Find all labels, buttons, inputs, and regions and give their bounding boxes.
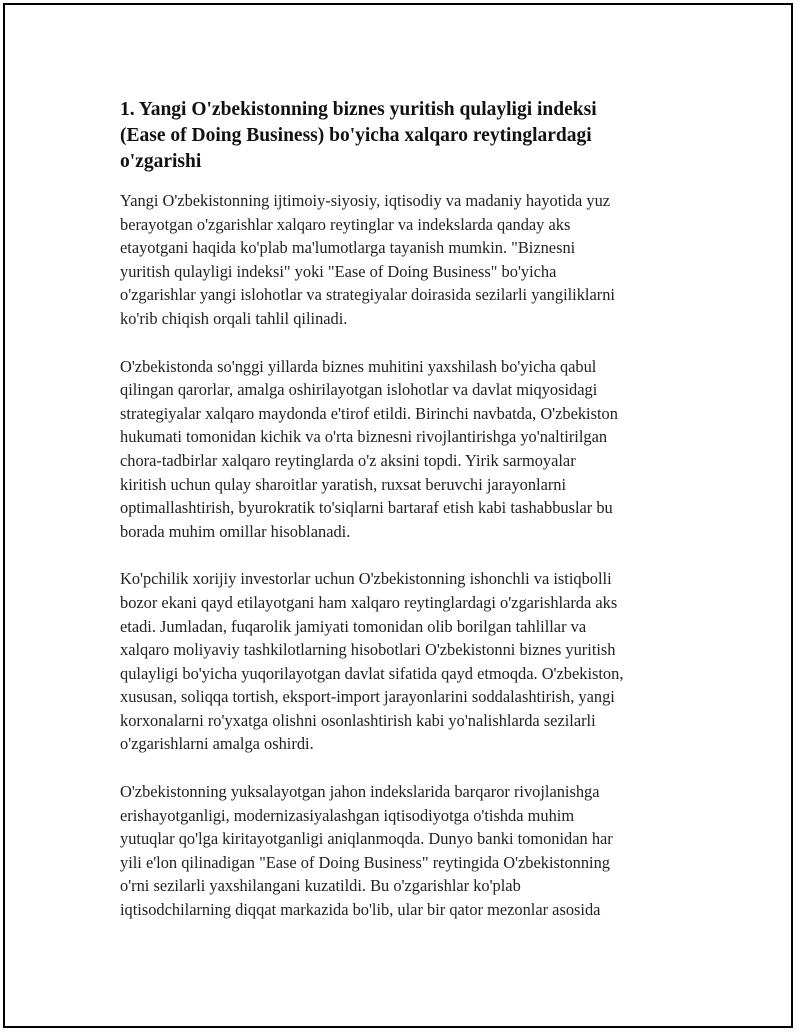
heading-line: 1. Yangi O'zbekistonning biznes yuritish qulayligi indeksi — [120, 99, 597, 120]
paragraph-4 — [120, 780, 690, 922]
text-line: qulayligi bo'yicha yuqorilayotgan davlat sifatida qayd etmoqda. O'zbekiston, — [120, 663, 624, 683]
text-line: xalqaro moliyaviy tashkilotlarning hisobotlari O'zbekistonni biznes yuritish — [120, 640, 616, 660]
text-line: yili e'lon qilinadigan "Ease of Doing Business" reytingida O'zbekistonning — [120, 852, 610, 872]
text-line: borada muhim omillar hisoblanadi. — [120, 521, 351, 541]
document-body — [120, 97, 690, 946]
section-heading — [120, 97, 690, 175]
text-line: O'zbekistonda so'nggi yillarda biznes muhitini yaxshilash bo'yicha qabul — [120, 356, 597, 376]
text-line: yuritish qulayligi indeksi" yoki "Ease of Doing Business" bo'yicha — [120, 261, 557, 281]
text-line: etadi. Jumladan, fuqarolik jamiyati tomonidan olib borilgan tahlillar va — [120, 616, 587, 636]
text-line: chora-tadbirlar xalqaro reytinglarda o'z aksini topdi. Yirik sarmoyalar — [120, 450, 576, 470]
paragraph-1 — [120, 189, 690, 331]
text-line: qilingan qarorlar, amalga oshirilayotgan islohotlar va davlat miqyosidagi — [120, 380, 598, 400]
text-line: O'zbekistonning yuksalayotgan jahon indekslarida barqaror rivojlanishga — [120, 782, 600, 802]
text-line: iqtisodchilarning diqqat markazida bo'lib, ular bir qator mezonlar asosida — [120, 900, 601, 920]
text-line: xususan, soliqqa tortish, eksport-import jarayonlarini soddalashtirish, yangi — [120, 687, 615, 707]
text-line: Ko'pchilik xorijiy investorlar uchun O'zbekistonning ishonchli va istiqbolli — [120, 569, 612, 589]
heading-line: (Ease of Doing Business) bo'yicha xalqaro reytinglardagi — [120, 125, 592, 146]
text-line: strategiyalar xalqaro maydonda e'tirof etildi. Birinchi navbatda, O'zbekiston — [120, 403, 618, 423]
text-line: yutuqlar qo'lga kiritayotganligi aniqlanmoqda. Dunyo banki tomonidan har — [120, 829, 613, 849]
paragraph-3 — [120, 567, 690, 756]
text-line: ko'rib chiqish orqali tahlil qilinadi. — [120, 308, 348, 328]
text-line: Yangi O'zbekistonning ijtimoiy-siyosiy, iqtisodiy va madaniy hayotida yuz — [120, 191, 611, 210]
text-line: hukumati tomonidan kichik va o'rta biznesni rivojlantirishga yo'naltirilgan — [120, 427, 608, 447]
paragraph-2 — [120, 355, 690, 544]
text-line: berayotgan o'zgarishlar xalqaro reytinglar va indekslarda qanday aks — [120, 214, 571, 234]
text-line: o'zgarishlar yangi islohotlar va strategiyalar doirasida sezilarli yangiliklarni — [120, 285, 615, 305]
text-line: o'rni sezilarli yaxshilangani kuzatildi. Bu o'zgarishlar ko'plab — [120, 876, 521, 896]
text-line: o'zgarishlarni amalga oshirdi. — [120, 734, 314, 754]
heading-line: o'zgarishi — [120, 151, 202, 172]
page-frame — [3, 3, 793, 1028]
text-line: bozor ekani qayd etilayotgani ham xalqaro reytinglardagi o'zgarishlarda aks — [120, 592, 618, 612]
text-line: korxonalarni ro'yxatga olishni osonlashtirish kabi yo'nalishlarda sezilarli — [120, 710, 596, 730]
text-line: erishayotganligi, modernizasiyalashgan iqtisodiyotga o'tishda muhim — [120, 805, 575, 825]
text-line: optimallashtirish, byurokratik to'siqlarni bartaraf etish kabi tashabbuslar bu — [120, 498, 613, 518]
text-line: kiritish uchun qulay sharoitlar yaratish, ruxsat beruvchi jarayonlarni — [120, 474, 567, 494]
text-line: etayotgani haqida ko'plab ma'lumotlarga tayanish mumkin. "Biznesni — [120, 238, 576, 258]
